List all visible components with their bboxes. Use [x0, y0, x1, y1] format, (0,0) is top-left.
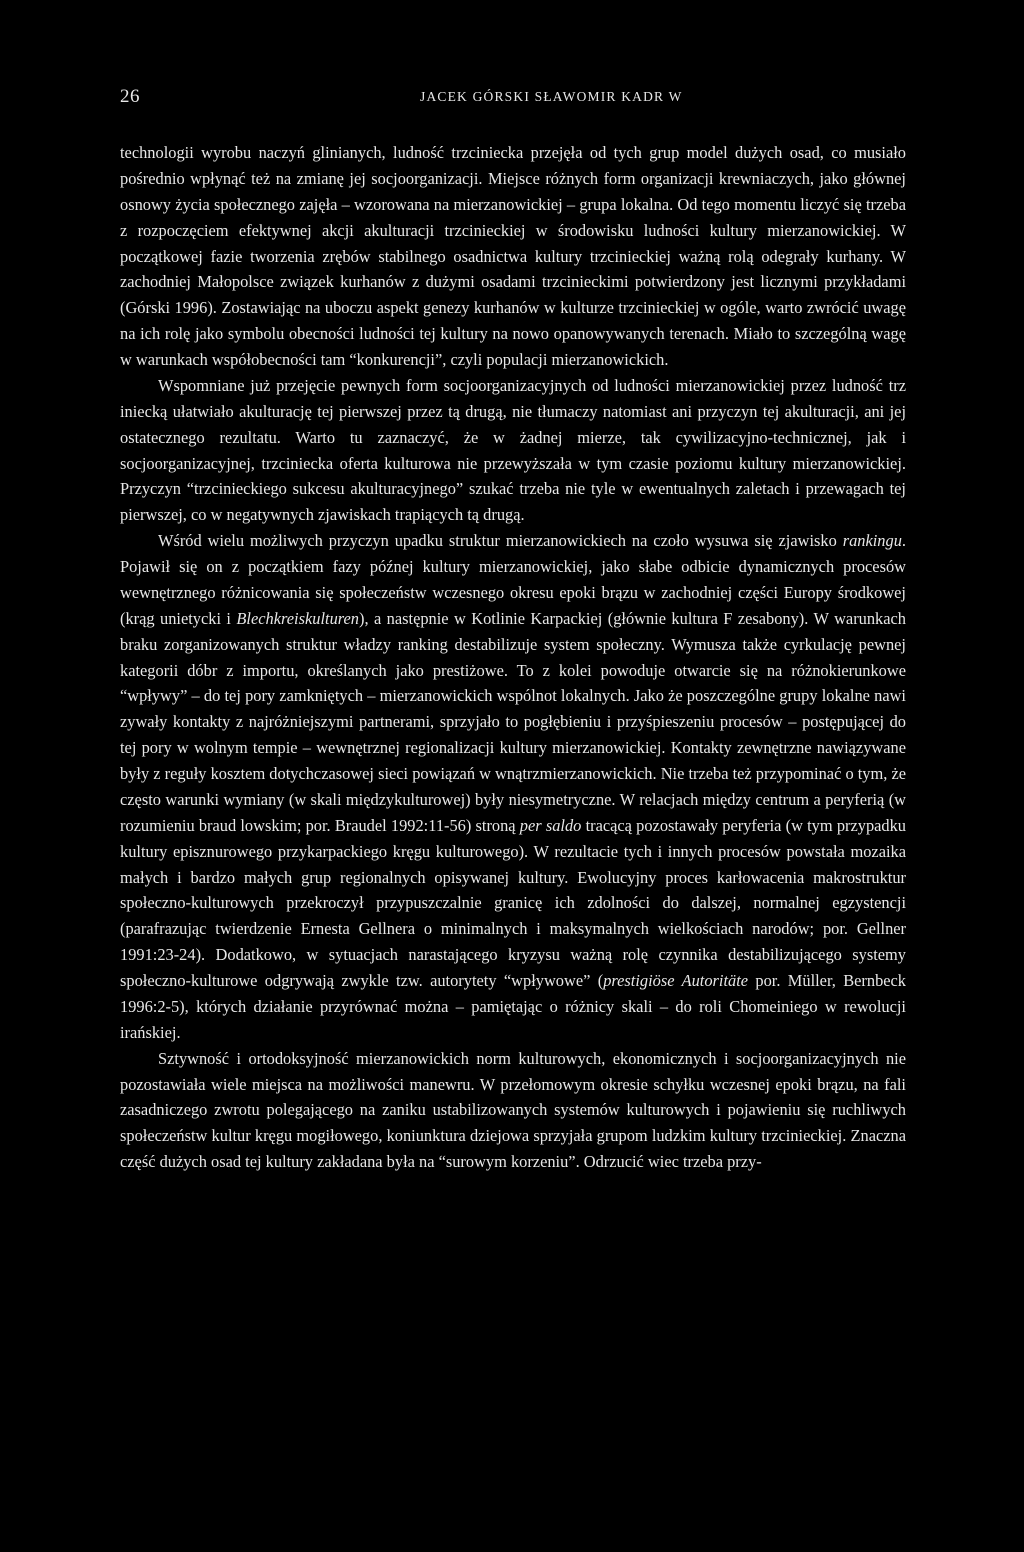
paragraph-3-text: ), a następnie w Kotlinie Karpackiej (głównie kultura F zesabony). W warunkach braku zorganizowanych struktur władzy ranking destabilizuje system społeczny. Wymusza także cyrkulację pewnej kategorii dóbr z importu, określanych jako prestiżowe. To z kolei powoduje otwarcie się na różnokierunkowe “wpływy” – do tej pory zamkniętych – mierzanowickich wspólnot lokalnych. Jako że poszczególne grupy lokalne nawi zywały kontakty z najróżniejszymi partnerami, sprzyjało to pogłębieniu i przyśpieszeniu procesów – postępującej do tej pory w wolnym tempie – wewnętrznej regionalizacji kultury mierzanowickiej. Kontakty zewnętrzne nawiązywane były z reguły kosztem dotychczasowej sieci powiązań w wnątrzmierzanowickich. Nie trzeba też przypominać o tym, że często warunki wymiany (w skali międzykulturowej) były niesymetryczne. W relacjach między centrum a peryferią (w rozumieniu braud lowskim; por. Braudel 1992:11-56) stroną	[120, 608, 906, 835]
italic-term-ranking: rankingu	[842, 531, 902, 551]
paragraph-3-text: tracącą pozostawały peryferia (w tym przypadku kultury episznurowego przykarpackiego kręgu kulturowego). W rezultacie tych i innych procesów powstała mozaika małych i bardzo małych grup regionalnych opisywanej kultury. Ewolucyjny proces karłowacenia makrostruktur społeczno-kulturowych przekroczył przypuszczalnie granicę ich zdolności do dalszej, normalnej egzystencji (parafrazując twierdzenie Ernesta Gellnera o minimalnych i maksymalnych wielkościach narodów; por. Gellner 1991:23-24). Dodatkowo, w sytuacjach narastającego kryzysu ważną rolę czynnika destabilizującego systemy społeczno-kulturowe odgrywają zwykle tzw. autorytety “wpływowe” (	[120, 815, 907, 990]
page-header	[120, 86, 906, 112]
italic-term-prestigiose-autoritate: prestigiöse Autoritäte	[603, 971, 749, 990]
paragraph-2: Wspomniane już przejęcie pewnych form socjoorganizacyjnych od ludności mierzanowickiej przez ludność trz iniecką ułatwiało akulturację tej pierwszej przez tą drugą, nie tłumaczy natomiast ani przyczyn tej akulturacji, ani jej ostatecznego rezultatu. Warto tu zaznaczyć, że w żadnej mierze, tak cywilizacyjno-technicznej, jak i socjoorganizacyjnej, trzciniecka oferta kulturowa nie przewyższała w tym czasie poziomu kultury mierzanowickiej. Przyczyn “trzcinieckiego sukcesu akulturacyjnego” szukać trzeba nie tyle w ewentualnych zaletach i przewagach tej pierwszej, co w negatywnych zjawiskach trapiących tą drugą.	[120, 375, 906, 525]
paragraph-3-text: . Pojawił się on z początkiem fazy późnej kultury mierzanowickiej, jako słabe odbicie dynamicznych procesów wewnętrznego różnicowania się społeczeństw wczesnego okresu epoki brązu w zachodniej części Europy środkowej (krąg unietycki i	[120, 531, 906, 628]
page-number: 26	[120, 86, 140, 107]
paragraph-3-text: por. Müller, Bernbeck 1996:2-5), których działanie przyrównać można – pamiętając o różnicy skali – do roli Chomeiniego w rewolucji irańskiej.	[120, 971, 907, 1042]
running-head: JACEK GÓRSKI SŁAWOMIR KADR W	[420, 89, 683, 104]
italic-term-per-saldo: per saldo	[519, 815, 582, 835]
paragraph-4: Sztywność i ortodoksyjność mierzanowickich norm kulturowych, ekonomicznych i socjoorganizacyjnych nie pozostawiała wiele miejsca na możliwości manewru. W przełomowym okresie schyłku wczesnej epoki brązu, na fali zasadniczego zwrotu polegającego na zaniku ustabilizowanych systemów kulturowych i pojawieniu się ruchliwych społeczeństw kultur kręgu mogiłowego, koniunktura dziejowa sprzyjała grupom ludzkim kultury trzcinieckiej. Znaczna część dużych osad tej kultury zakładana była na “surowym korzeniu”. Odrzucić wiec trzeba przy-	[120, 1048, 906, 1172]
paragraph-3-text: Wśród wielu możliwych przyczyn upadku struktur mierzanowickiech na czoło wysuwa się zjawisko	[158, 531, 843, 551]
italic-term-blechkreiskulturen: Blechkreiskulturen	[236, 608, 359, 628]
paragraph-3	[120, 528, 906, 1046]
paragraph-1: technologii wyrobu naczyń glinianych, ludność trzciniecka przejęła od tych grup model dużych osad, co musiało pośrednio wpłynąć też na zmianę jej socjoorganizacji. Miejsce różnych form organizacji krewniaczych, jako głównej osnowy życia społecznego zajęła – wzorowana na mierzanowickiej – grupa lokalna. Od tego momentu liczyć się trzeba z rozpoczęciem efektywnej akcji akulturacji trzcinieckiej w środowisku ludności kultury mierzanowickiej. W początkowej fazie tworzenia zrębów stabilnego osadnictwa kultury trzcinieckiej ważną rolą odegrały kurhany. W zachodniej Małopolsce związek kurhanów z dużymi osadami trzcinieckimi potwierdzony jest licznymi przykładami (Górski 1996). Zostawiając na uboczu aspekt genezy kurhanów w kulturze trzcinieckiej w ogóle, warto zwrócić uwagę na ich rolę jako symbolu obecności ludności tej kultury na nowo opanowywanych terenach. Miało to szczególną wagę w warunkach współobecności tam “konkurencji”, czyli populacji mierzanowickich.	[120, 143, 906, 369]
body-text	[120, 140, 906, 1175]
